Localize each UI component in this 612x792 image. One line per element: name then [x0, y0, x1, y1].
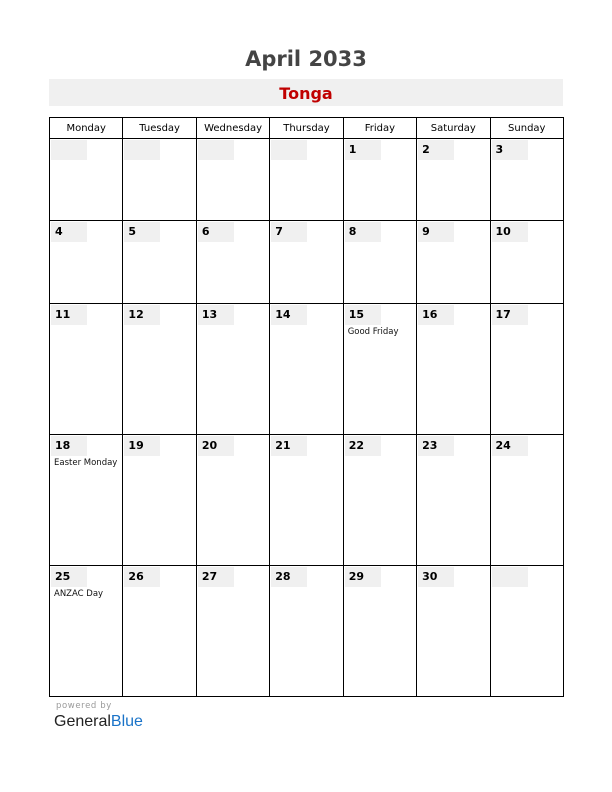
- day-number: 6: [198, 222, 234, 242]
- day-number: 19: [124, 436, 160, 456]
- day-number: 29: [345, 567, 381, 587]
- day-number: [124, 140, 160, 160]
- generalblue-logo[interactable]: [54, 713, 143, 731]
- week-row: [50, 303, 564, 434]
- weekday-header: Thursday: [270, 118, 343, 139]
- day-cell: [417, 565, 490, 696]
- day-cell: [50, 565, 123, 696]
- day-number: 10: [492, 222, 528, 242]
- day-cell: [417, 139, 490, 221]
- country-name: Tonga: [279, 84, 333, 103]
- day-cell: [343, 434, 416, 565]
- day-cell: [196, 303, 269, 434]
- day-number: 14: [271, 305, 307, 325]
- day-number: 11: [51, 305, 87, 325]
- day-cell: [123, 139, 196, 221]
- day-cell: [270, 565, 343, 696]
- day-cell: [50, 221, 123, 303]
- weekday-header: Sunday: [490, 118, 563, 139]
- holiday-label: Good Friday: [347, 326, 399, 337]
- day-number: 26: [124, 567, 160, 587]
- day-cell: [417, 303, 490, 434]
- day-number: 9: [418, 222, 454, 242]
- day-cell: [270, 139, 343, 221]
- holiday-label: ANZAC Day: [54, 588, 104, 599]
- day-cell: [123, 303, 196, 434]
- weekday-header-row: [50, 118, 564, 139]
- day-cell: [490, 303, 563, 434]
- day-number: 25: [51, 567, 87, 587]
- day-number: 8: [345, 222, 381, 242]
- day-number: 21: [271, 436, 307, 456]
- day-number: [198, 140, 234, 160]
- day-cell: [343, 565, 416, 696]
- day-number: 5: [124, 222, 160, 242]
- day-number: 28: [271, 567, 307, 587]
- day-cell: [196, 434, 269, 565]
- country-banner: [49, 79, 563, 106]
- day-cell: [50, 139, 123, 221]
- day-cell: [490, 565, 563, 696]
- day-cell: [270, 221, 343, 303]
- day-number: 30: [418, 567, 454, 587]
- day-cell: [50, 303, 123, 434]
- day-number: 12: [124, 305, 160, 325]
- day-number: [51, 140, 87, 160]
- brand-general: General: [54, 713, 111, 730]
- week-row: [50, 434, 564, 565]
- day-cell: [490, 139, 563, 221]
- day-number: 2: [418, 140, 454, 160]
- weekday-header: Saturday: [417, 118, 490, 139]
- day-cell: [196, 565, 269, 696]
- day-number: 15: [345, 305, 381, 325]
- page-title: April 2033: [245, 47, 367, 71]
- powered-by-text: powered by: [56, 701, 112, 711]
- day-cell: [490, 434, 563, 565]
- day-cell: [417, 221, 490, 303]
- day-number: 23: [418, 436, 454, 456]
- weekday-header: Monday: [50, 118, 123, 139]
- day-cell: [123, 221, 196, 303]
- day-number: 7: [271, 222, 307, 242]
- brand-blue: Blue: [110, 713, 143, 730]
- day-number: 22: [345, 436, 381, 456]
- day-number: [271, 140, 307, 160]
- day-number: 13: [198, 305, 234, 325]
- day-cell: [123, 434, 196, 565]
- weekday-header: Wednesday: [196, 118, 269, 139]
- week-row: [50, 565, 564, 696]
- day-cell: [270, 434, 343, 565]
- day-cell: [490, 221, 563, 303]
- day-number: 17: [492, 305, 528, 325]
- day-number: 27: [198, 567, 234, 587]
- week-row: [50, 139, 564, 221]
- day-number: 20: [198, 436, 234, 456]
- day-number: 3: [492, 140, 528, 160]
- day-cell: [196, 221, 269, 303]
- day-number: 24: [492, 436, 528, 456]
- weekday-header: Friday: [343, 118, 416, 139]
- day-number: 4: [51, 222, 87, 242]
- weekday-header: Tuesday: [123, 118, 196, 139]
- day-cell: [123, 565, 196, 696]
- calendar-grid: [49, 117, 564, 697]
- week-row: [50, 221, 564, 303]
- day-cell: [196, 139, 269, 221]
- day-cell: [50, 434, 123, 565]
- day-number: [492, 567, 528, 587]
- day-number: 16: [418, 305, 454, 325]
- holiday-label: Easter Monday: [54, 457, 118, 468]
- day-number: 1: [345, 140, 381, 160]
- day-cell: [343, 303, 416, 434]
- day-cell: [343, 221, 416, 303]
- day-cell: [270, 303, 343, 434]
- calendar-body: [50, 139, 564, 697]
- day-cell: [417, 434, 490, 565]
- day-number: 18: [51, 436, 87, 456]
- day-cell: [343, 139, 416, 221]
